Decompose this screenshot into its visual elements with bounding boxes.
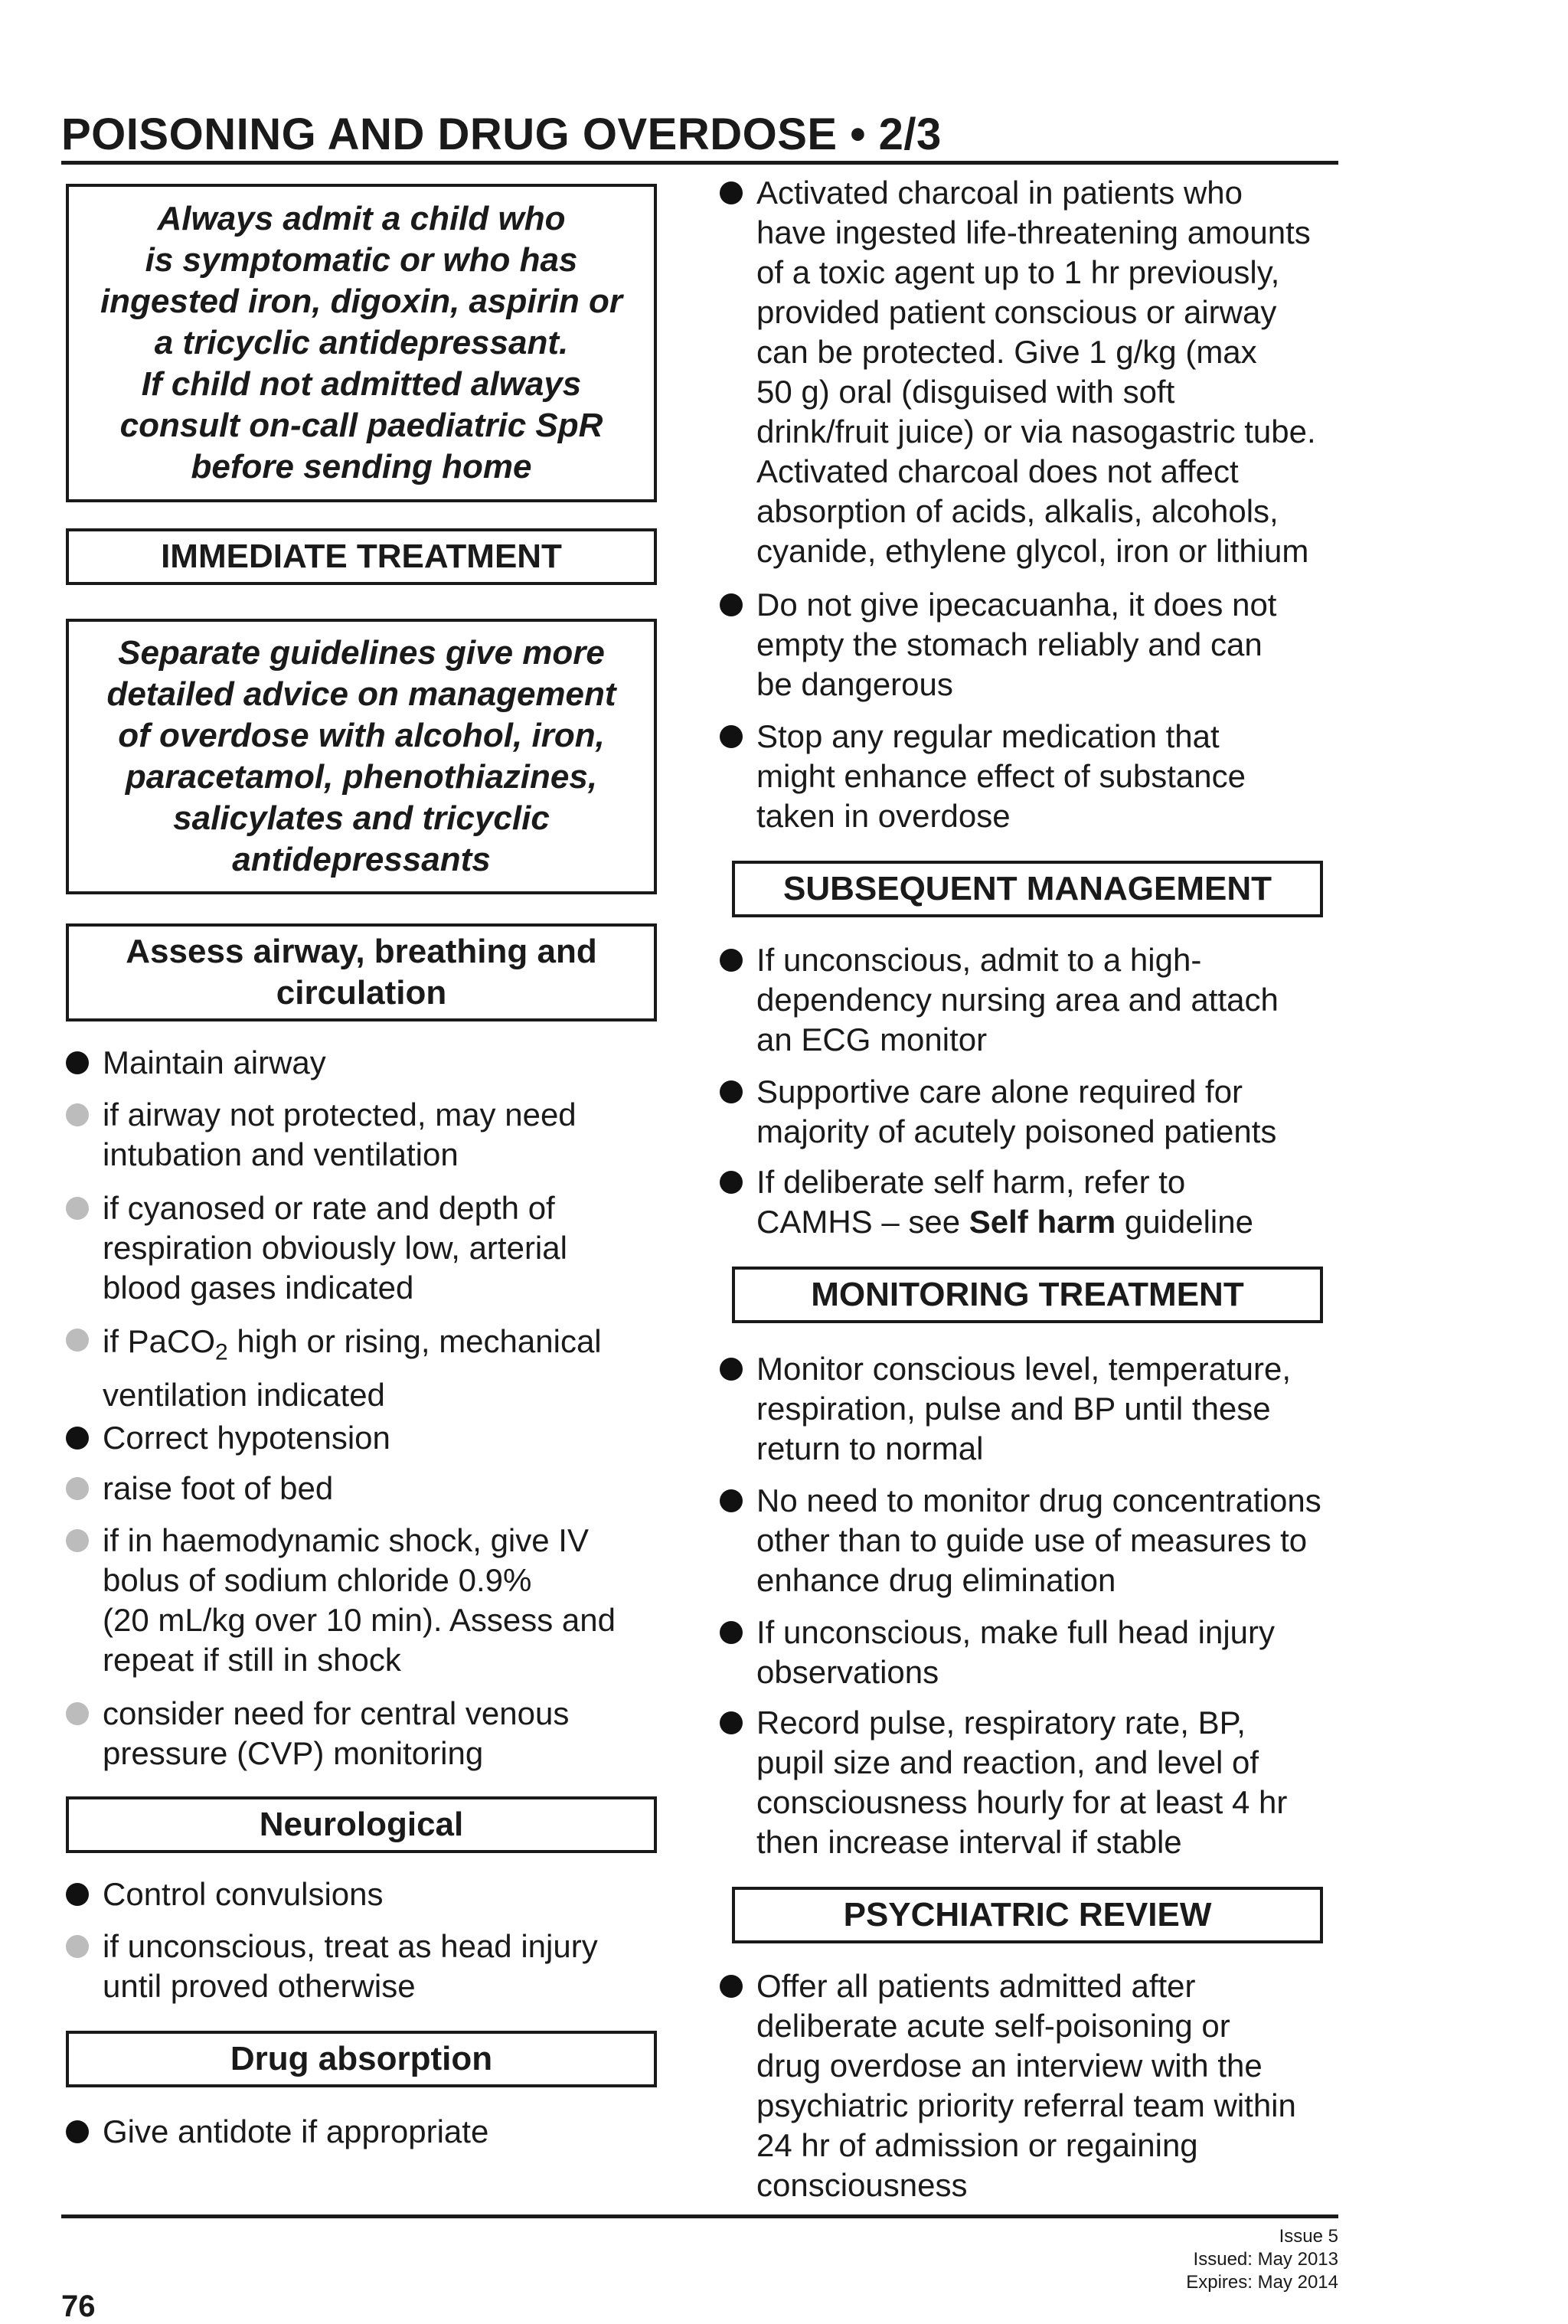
page-title: POISONING AND DRUG OVERDOSE • 2/3 xyxy=(61,109,942,159)
list-item xyxy=(720,1703,1338,1862)
item-text: pupil size and reaction, and level of xyxy=(756,1744,1259,1780)
item-text: pressure (CVP) monitoring xyxy=(103,1735,484,1771)
item-text: 50 g) oral (disguised with soft xyxy=(756,374,1175,410)
drug-absorption-heading xyxy=(66,2031,657,2087)
sub-bullet-icon xyxy=(66,1197,89,1220)
bullet-icon xyxy=(720,1489,743,1512)
list-item xyxy=(720,940,1338,1060)
item-text: consciousness hourly for at least 4 hr xyxy=(756,1784,1288,1820)
item-text: consider need for central venous xyxy=(103,1695,570,1731)
bullet-icon xyxy=(66,1427,89,1450)
item-text: (20 mL/kg over 10 min). Assess and xyxy=(103,1602,616,1638)
bullet-icon xyxy=(720,725,743,748)
item-text: respiration, pulse and BP until these xyxy=(756,1391,1271,1427)
list-item xyxy=(66,1694,671,1773)
admit-line: before sending home xyxy=(191,448,532,485)
bullet-icon xyxy=(720,1711,743,1734)
list-item xyxy=(720,1072,1338,1152)
bullet-icon xyxy=(66,1051,89,1074)
item-text: Do not give ipecacuanha, it does not xyxy=(756,587,1277,623)
item-text: raise foot of bed xyxy=(103,1470,334,1506)
item-text: cyanide, ethylene glycol, iron or lithium xyxy=(756,533,1309,569)
sub-bullet-icon xyxy=(66,1702,89,1725)
item-text: guideline xyxy=(1116,1204,1253,1240)
list-item xyxy=(720,585,1338,704)
item-text: Offer all patients admitted after xyxy=(756,1968,1196,2004)
list-item xyxy=(720,173,1338,571)
admit-line: Always admit a child who xyxy=(157,200,566,237)
item-text: consciousness xyxy=(756,2167,968,2203)
sub-bullet-icon xyxy=(66,1477,89,1500)
item-text: if unconscious, treat as head injury xyxy=(103,1928,598,1964)
item-text: Correct hypotension xyxy=(103,1420,390,1456)
list-item xyxy=(66,1875,671,1914)
bullet-icon xyxy=(720,1171,743,1194)
item-text: Monitor conscious level, temperature, xyxy=(756,1351,1291,1387)
item-text: if airway not protected, may need xyxy=(103,1097,577,1133)
list-item xyxy=(66,1469,671,1508)
item-text: an ECG monitor xyxy=(756,1021,988,1057)
item-text xyxy=(103,1320,671,1374)
item-text: respiration obviously low, arterial xyxy=(103,1230,567,1266)
item-text: if in haemodynamic shock, give IV xyxy=(103,1522,589,1558)
list-item xyxy=(66,1521,678,1680)
list-item xyxy=(720,1481,1338,1600)
list-item xyxy=(720,1162,1338,1242)
guidelines-line: of overdose with alcohol, iron, xyxy=(118,717,605,754)
bullet-icon xyxy=(720,593,743,616)
item-text: Record pulse, respiratory rate, BP, xyxy=(756,1705,1246,1741)
item-text: can be protected. Give 1 g/kg (max xyxy=(756,334,1257,370)
list-item xyxy=(66,1188,671,1308)
item-text: Control convulsions xyxy=(103,1876,384,1912)
item-text: Give antidote if appropriate xyxy=(103,2113,489,2149)
list-item xyxy=(720,717,1338,836)
item-text: be dangerous xyxy=(756,666,953,702)
item-text: majority of acutely poisoned patients xyxy=(756,1113,1277,1149)
bullet-icon xyxy=(66,1883,89,1906)
item-text: empty the stomach reliably and can xyxy=(756,626,1263,662)
psychiatric-review-heading xyxy=(732,1887,1323,1943)
item-text: psychiatric priority referral team within xyxy=(756,2087,1296,2123)
list-item xyxy=(66,1927,671,2006)
item-text: then increase interval if stable xyxy=(756,1824,1182,1860)
issued-date: Issued: May 2013 xyxy=(1193,2249,1338,2270)
list-item xyxy=(66,1095,671,1175)
item-text: intubation and ventilation xyxy=(103,1136,459,1172)
admit-line: If child not admitted always xyxy=(141,365,582,403)
bullet-icon xyxy=(720,1358,743,1381)
item-text: No need to monitor drug concentrations xyxy=(756,1482,1321,1518)
item-text xyxy=(756,1202,1338,1242)
item-text: deliberate acute self-poisoning or xyxy=(756,2008,1230,2044)
admit-line: is symptomatic or who has xyxy=(145,241,578,279)
admit-line: consult on-call paediatric SpR xyxy=(119,407,603,444)
sub-bullet-icon xyxy=(66,1529,89,1552)
guidelines-box xyxy=(66,619,657,894)
list-item xyxy=(720,1349,1338,1469)
item-text: repeat if still in shock xyxy=(103,1642,401,1678)
list-item xyxy=(720,1966,1338,2205)
item-text: absorption of acids, alkalis, alcohols, xyxy=(756,493,1279,529)
issue-number: Issue 5 xyxy=(1279,2226,1338,2247)
item-text: provided patient conscious or airway xyxy=(756,294,1277,330)
sub-bullet-icon xyxy=(66,1935,89,1958)
item-text: If unconscious, make full head injury xyxy=(756,1614,1276,1650)
heading-text: Neurological xyxy=(259,1806,464,1843)
item-text: if PaCO xyxy=(103,1323,216,1359)
subscript: 2 xyxy=(215,1339,228,1365)
item-text: bolus of sodium chloride 0.9% xyxy=(103,1562,532,1598)
bullet-icon xyxy=(720,1621,743,1644)
guidelines-line: Separate guidelines give more xyxy=(118,634,605,672)
item-text: CAMHS – see xyxy=(756,1204,969,1240)
item-text: ventilation indicated xyxy=(103,1377,385,1414)
abc-heading xyxy=(66,923,657,1021)
admit-line: ingested iron, digoxin, aspirin or xyxy=(100,283,623,320)
item-text: If deliberate self harm, refer to xyxy=(756,1164,1186,1200)
list-item xyxy=(66,1418,671,1458)
item-text: Stop any regular medication that xyxy=(756,718,1220,754)
item-text: of a toxic agent up to 1 hr previously, xyxy=(756,254,1280,290)
item-text: taken in overdose xyxy=(756,798,1011,834)
list-item xyxy=(66,1320,671,1417)
sub-bullet-icon xyxy=(66,1329,89,1352)
footer-rule xyxy=(61,2215,1338,2218)
item-text: enhance drug elimination xyxy=(756,1562,1116,1598)
heading-text: circulation xyxy=(276,974,447,1012)
item-text: other than to guide use of measures to xyxy=(756,1522,1308,1558)
monitoring-treatment-heading xyxy=(732,1267,1323,1323)
item-text: have ingested life-threatening amounts xyxy=(756,214,1311,250)
expiry-date: Expires: May 2014 xyxy=(1186,2272,1338,2293)
neurological-heading xyxy=(66,1796,657,1853)
guidelines-line: antidepressants xyxy=(232,841,491,878)
heading-text: MONITORING TREATMENT xyxy=(811,1276,1244,1313)
item-text: high or rising, mechanical xyxy=(227,1323,602,1359)
list-item xyxy=(66,1043,671,1083)
page-number: 76 xyxy=(61,2290,96,2323)
item-text: return to normal xyxy=(756,1430,984,1466)
heading-text: SUBSEQUENT MANAGEMENT xyxy=(782,870,1272,907)
immediate-treatment-heading xyxy=(66,528,657,585)
subsequent-management-heading xyxy=(732,861,1323,917)
item-text: Activated charcoal in patients who xyxy=(756,175,1243,211)
guidelines-line: salicylates and tricyclic xyxy=(173,799,550,837)
issue-info xyxy=(1186,2225,1338,2294)
item-text: Activated charcoal does not affect xyxy=(756,453,1239,489)
item-text: Maintain airway xyxy=(103,1044,326,1080)
item-text: drug overdose an interview with the xyxy=(756,2048,1263,2084)
admit-warning-box xyxy=(66,184,657,502)
item-text: if cyanosed or rate and depth of xyxy=(103,1190,555,1226)
bullet-icon xyxy=(720,1975,743,1998)
sub-bullet-icon xyxy=(66,1103,89,1126)
guidelines-line: paracetamol, phenothiazines, xyxy=(125,758,598,796)
item-text: 24 hr of admission or regaining xyxy=(756,2127,1198,2163)
bullet-icon xyxy=(720,1080,743,1103)
guidelines-line: detailed advice on management xyxy=(106,675,616,713)
heading-text: Drug absorption xyxy=(230,2040,493,2077)
item-text: might enhance effect of substance xyxy=(756,758,1246,794)
item-text: observations xyxy=(756,1654,939,1690)
item-text: blood gases indicated xyxy=(103,1270,414,1306)
list-item xyxy=(720,1613,1338,1692)
list-item xyxy=(66,2112,671,2152)
bullet-icon xyxy=(720,181,743,204)
heading-text: IMMEDIATE TREATMENT xyxy=(161,538,562,575)
item-text: Supportive care alone required for xyxy=(756,1074,1243,1110)
title-rule xyxy=(61,161,1338,165)
item-text: dependency nursing area and attach xyxy=(756,982,1279,1018)
item-text: If unconscious, admit to a high- xyxy=(756,942,1202,978)
bullet-icon xyxy=(720,949,743,972)
item-text: drink/fruit juice) or via nasogastric tube. xyxy=(756,413,1316,449)
guideline-reference: Self harm xyxy=(969,1204,1116,1240)
admit-line: a tricyclic antidepressant. xyxy=(154,324,569,361)
item-text: until proved otherwise xyxy=(103,1968,416,2004)
heading-text: PSYCHIATRIC REVIEW xyxy=(843,1896,1212,1933)
bullet-icon xyxy=(66,2120,89,2143)
heading-text: Assess airway, breathing and xyxy=(126,933,597,970)
